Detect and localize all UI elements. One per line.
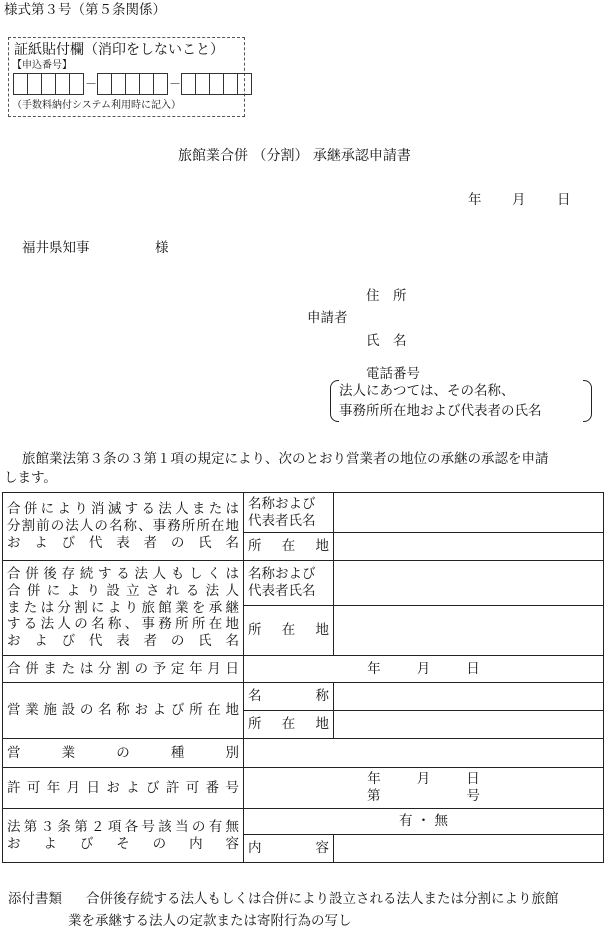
- successor-location-field[interactable]: [334, 606, 604, 656]
- yes-no-field[interactable]: 有 ・ 無: [244, 809, 604, 835]
- attachments-line-1: 合併後存続する法人もしくは合併により設立される法人または分割により旅館: [86, 891, 559, 907]
- successor-corp-label: 合併後存続する法人もしくは 合併により設立される法人 または分割により旅館業を承継 する法人の名称、事務所所在地 および代表者の氏名: [3, 561, 244, 656]
- applicant-label: 申請者: [307, 310, 348, 326]
- name-rep-label: 名称および 代表者氏名: [244, 493, 334, 533]
- permit-field[interactable]: 年 月 日 第 号: [244, 768, 604, 809]
- dissolved-location-field[interactable]: [334, 533, 604, 561]
- business-type-label: 営業の種別: [3, 739, 244, 768]
- facility-name-field[interactable]: [334, 683, 604, 711]
- applicant-name-label: 氏 名: [366, 333, 407, 349]
- dissolved-corp-label: 合併により消滅する法人または 分割前の法人の名称、事務所所在地 および代表者の氏名: [3, 493, 244, 561]
- location-label: 所 在 地: [244, 711, 334, 739]
- location-label: 所 在 地: [244, 533, 334, 561]
- date-day: 日: [557, 192, 571, 208]
- applicant-note-1: 法人にあつては、その名称、: [339, 383, 515, 399]
- app-number-label: 【申込番号】: [12, 60, 72, 71]
- content-field[interactable]: [334, 835, 604, 863]
- addressee-name: 福井県知事: [22, 240, 90, 256]
- business-type-field[interactable]: [244, 739, 604, 768]
- facility-location-field[interactable]: [334, 711, 604, 739]
- applicant-phone-label: 電話番号: [366, 366, 420, 382]
- attachments-label: 添付書類: [8, 891, 62, 907]
- form-number: 様式第３号（第５条関係）: [4, 2, 166, 18]
- addressee-honorific: 様: [155, 240, 169, 256]
- dash: －: [85, 76, 98, 91]
- body-text-2: します。: [4, 470, 57, 486]
- application-table: [2, 492, 604, 863]
- facility-label: 営業施設の名称および所在地: [3, 683, 244, 739]
- applicant-note-2: 事務所所在地および代表者の氏名: [339, 403, 542, 419]
- stamp-title: 証紙貼付欄（消印をしないこと）: [14, 42, 224, 58]
- doc-title: 旅館業合併 （分割） 承継承認申請書: [178, 148, 411, 164]
- dissolved-name-field[interactable]: [334, 493, 604, 533]
- dash: －: [169, 76, 182, 91]
- stamp-note: （手数料納付システム利用時に記入）: [12, 100, 181, 111]
- app-number-boxes[interactable]: [13, 74, 251, 94]
- merger-date-field[interactable]: 年 月 日: [244, 656, 604, 683]
- name-rep-label: 名称および 代表者氏名: [244, 561, 334, 606]
- left-bracket: [330, 380, 339, 422]
- permit-label: 許可年月日および許可番号: [3, 768, 244, 809]
- date-month: 月: [512, 192, 526, 208]
- body-text-1: 旅館業法第３条の３第１項の規定により、次のとおり営業者の地位の承継の承認を申請: [22, 451, 549, 467]
- article-label: 法第３条第２項各号該当の有無 およびその内容: [3, 809, 244, 863]
- attachments-line-2: 業を承継する法人の定款または寄附行為の写し: [68, 913, 352, 929]
- location-label: 所 在 地: [244, 606, 334, 656]
- merger-date-label: 合併または分割の予定年月日: [3, 656, 244, 683]
- applicant-address-label: 住 所: [366, 288, 407, 304]
- right-bracket: [583, 380, 592, 422]
- content-label: 内 容: [244, 835, 334, 863]
- date-year: 年: [468, 192, 482, 208]
- successor-name-field[interactable]: [334, 561, 604, 606]
- facility-name-label: 名 称: [244, 683, 334, 711]
